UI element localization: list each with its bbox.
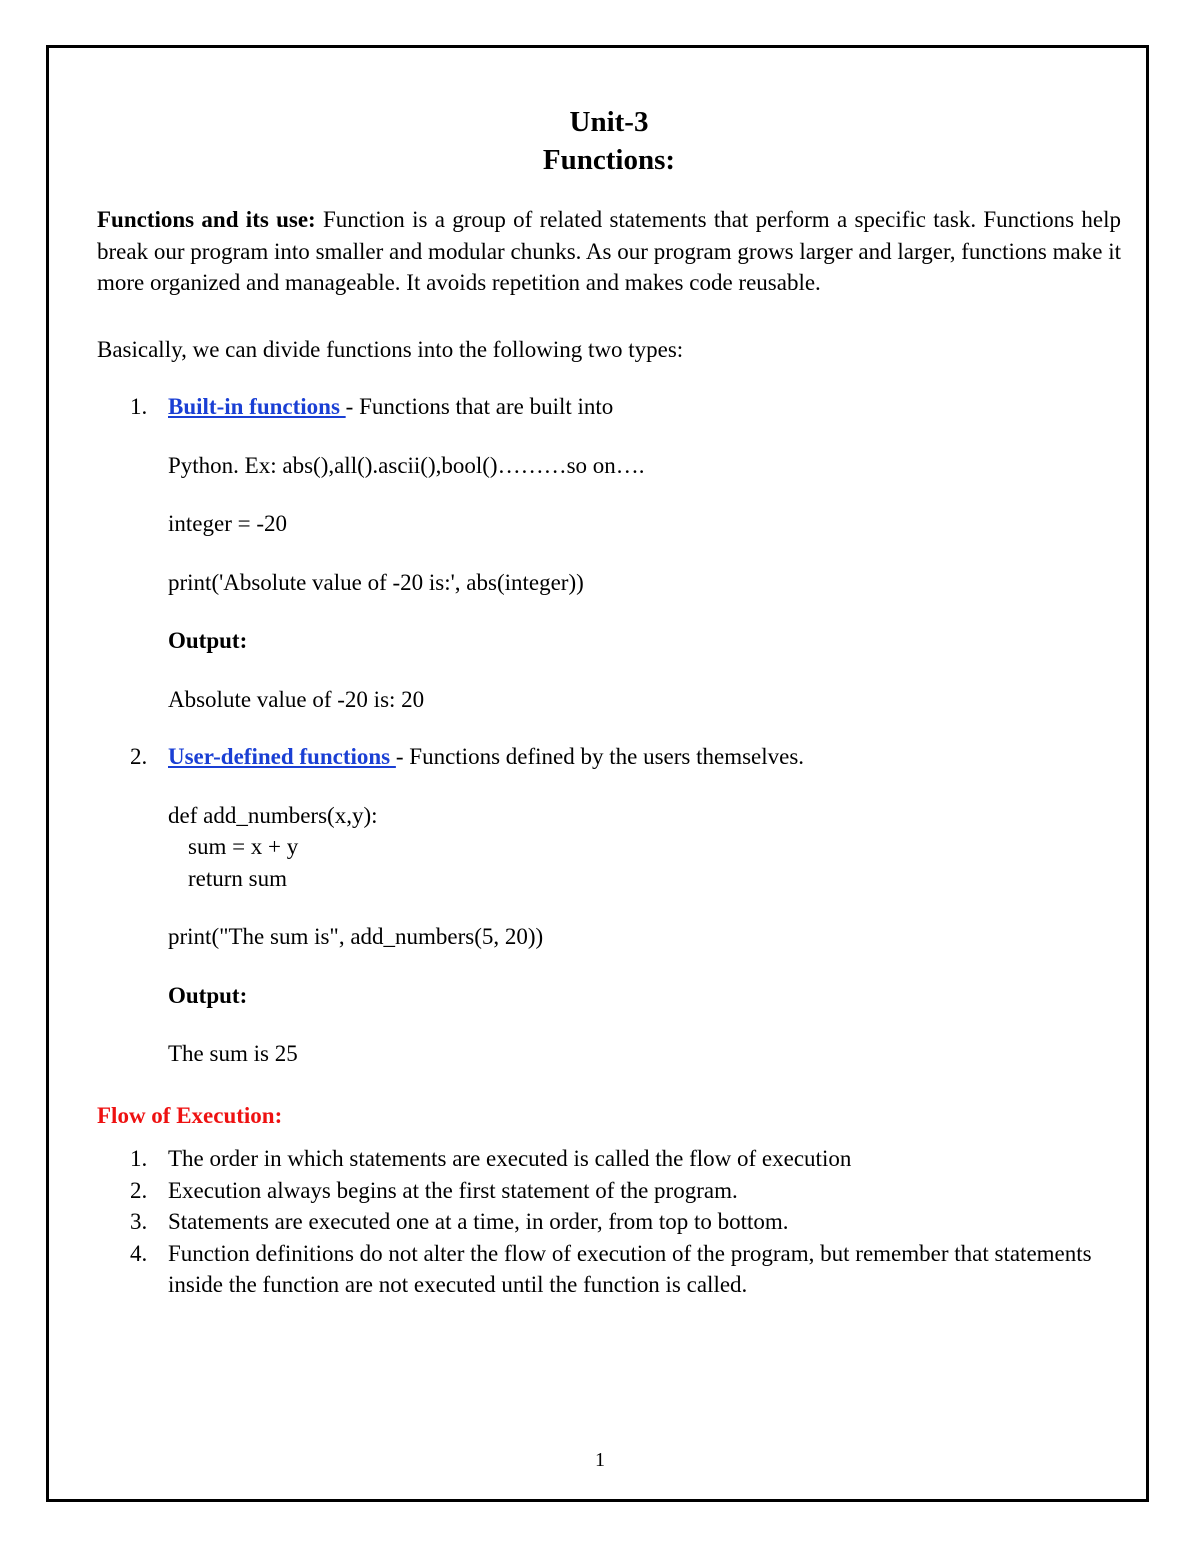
builtin-output: Absolute value of -20 is: 20 [168,686,425,712]
builtin-code-line-2: print('Absolute value of -20 is:', abs(integer)) [168,569,584,595]
intro-text: Function is a group of related statements that perform a specific task. Functions help break our program into smaller and modular chunks. As our program grows larger and larger, functions make it more organized and manageable. It avoids repetition and makes code reusable. [97,207,1122,295]
user-code-line-1: def add_numbers(x,y): [168,802,378,828]
flow-item-text: Execution always begins at the first statement of the program. [168,1177,738,1203]
flow-of-execution-heading: Flow of Execution: [97,1102,283,1128]
list-number: 2. [130,1177,148,1203]
list-item-user-defined [97,741,1121,1070]
flow-item [97,1143,1121,1175]
flow-item [97,1206,1121,1238]
function-types-list [97,391,1121,1070]
builtin-code-line-1: integer = -20 [168,511,287,536]
user-code-line-2: sum = x + y [188,834,299,859]
builtin-functions-link[interactable]: Built-in functions [168,394,346,419]
flow-item [97,1175,1121,1207]
flow-item-text: Function definitions do not alter the flow of execution of the program, but remember that statements inside the function are not executed until the function is called. [168,1240,1092,1297]
flow-item-text: Statements are executed one at a time, in order, from top to bottom. [168,1209,789,1234]
intro-label: Functions and its use: [97,207,316,232]
list-number: 1. [130,394,148,419]
builtin-output-label: Output: [168,628,248,653]
user-code-line-4: print("The sum is", add_numbers(5, 20)) [168,924,544,949]
list-number: 2. [130,744,148,769]
title-functions: Functions: [542,144,676,176]
list-item-builtin [97,391,1121,715]
title-unit: Unit-3 [569,106,649,138]
page-number: 1 [595,1449,605,1471]
builtin-python-example: Python. Ex: abs(),all().ascii(),bool()………so on…. [168,452,645,478]
intro-paragraph [97,204,1121,299]
user-output: The sum is 25 [168,1041,298,1066]
user-output-label: Output: [168,982,248,1008]
list-number: 1. [130,1146,148,1171]
user-defined-desc: - Functions defined by the users themselves. [395,744,805,769]
types-intro: Basically, we can divide functions into the following two types: [97,336,684,362]
list-number: 4. [130,1240,148,1266]
flow-list [97,1143,1121,1301]
document-content [97,103,1121,1301]
list-number: 3. [130,1209,148,1234]
builtin-desc: - Functions that are built into [345,394,614,419]
flow-item [97,1238,1121,1301]
page-title [97,103,1121,179]
flow-item-text: The order in which statements are executed is called the flow of execution [168,1146,852,1171]
user-code-line-3: return sum [188,865,288,891]
user-defined-functions-link[interactable]: User-defined functions [168,744,396,769]
